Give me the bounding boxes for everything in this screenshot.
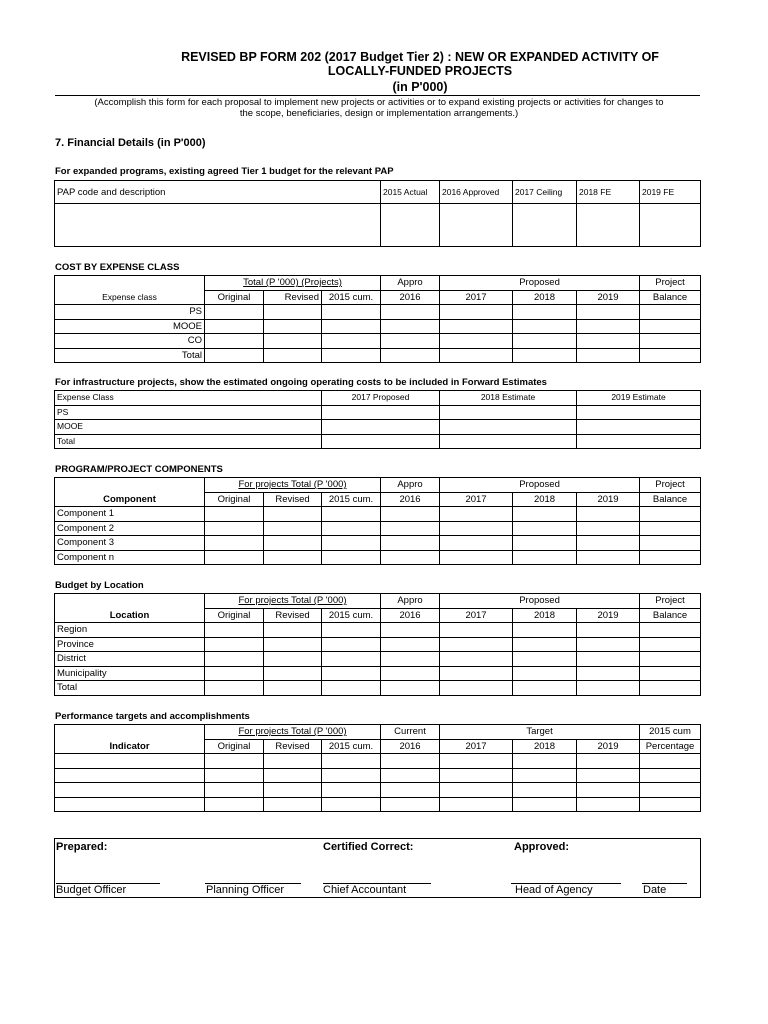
pap-header-2015-actual: 2015 Actual	[381, 181, 440, 204]
performance-cell[interactable]	[440, 754, 513, 769]
location-cell[interactable]	[640, 652, 701, 667]
infra-cell[interactable]	[440, 434, 577, 449]
date-label: Date	[643, 884, 667, 896]
infra-row-total: Total	[55, 434, 322, 449]
components-cell[interactable]	[640, 507, 701, 522]
table-row	[55, 536, 701, 551]
cost-cell[interactable]	[381, 305, 440, 320]
location-header-total: For projects Total (P '000)	[205, 594, 381, 609]
components-cell[interactable]	[577, 507, 640, 522]
pap-header-2017-ceiling: 2017 Ceiling	[513, 181, 577, 204]
location-header-location: Location	[55, 608, 205, 623]
cost-cell[interactable]	[440, 305, 513, 320]
performance-cell[interactable]	[205, 783, 264, 798]
cost-cell[interactable]	[322, 305, 381, 320]
pap-header-code: PAP code and description	[55, 181, 381, 204]
performance-cell[interactable]	[577, 797, 640, 812]
performance-cell[interactable]	[264, 754, 322, 769]
location-cell[interactable]	[322, 652, 381, 667]
location-cell[interactable]	[322, 666, 381, 681]
table-row	[55, 652, 701, 667]
cost-cell[interactable]	[440, 319, 513, 334]
location-row-region: Region	[55, 623, 205, 638]
components-cell[interactable]	[264, 521, 322, 536]
infra-cell[interactable]	[322, 434, 440, 449]
components-cell[interactable]	[205, 507, 264, 522]
pap-cell[interactable]	[640, 204, 701, 247]
form-title-line1: REVISED BP FORM 202 (2017 Budget Tier 2) : NEW OR EXPANDED ACTIVITY OF	[181, 50, 659, 64]
infra-cell[interactable]	[577, 405, 701, 420]
performance-header-total: For projects Total (P '000)	[205, 725, 381, 740]
components-cell[interactable]	[264, 550, 322, 565]
certified-label: Certified Correct:	[323, 841, 414, 853]
components-cell[interactable]	[577, 521, 640, 536]
performance-cell[interactable]	[577, 768, 640, 783]
location-cell[interactable]	[264, 666, 322, 681]
location-cell[interactable]	[513, 666, 577, 681]
components-sub-original: Original	[205, 492, 264, 507]
components-table	[54, 477, 701, 565]
cost-row-mooe: MOOE	[55, 319, 205, 334]
table-row	[55, 797, 701, 812]
performance-cell[interactable]	[264, 797, 322, 812]
location-row-district: District	[55, 652, 205, 667]
performance-cell[interactable]	[381, 797, 440, 812]
performance-cell[interactable]	[640, 783, 701, 798]
performance-sub-percentage: Percentage	[640, 739, 701, 754]
components-cell[interactable]	[381, 536, 440, 551]
performance-cell[interactable]	[513, 797, 577, 812]
performance-cell[interactable]	[513, 768, 577, 783]
components-sub-2019: 2019	[577, 492, 640, 507]
performance-cell[interactable]	[264, 768, 322, 783]
location-cell[interactable]	[205, 637, 264, 652]
location-cell[interactable]	[513, 637, 577, 652]
performance-sub-2016: 2016	[381, 739, 440, 754]
cost-cell[interactable]	[513, 305, 577, 320]
location-cell[interactable]	[322, 623, 381, 638]
components-sub-revised: Revised	[264, 492, 322, 507]
components-cell[interactable]	[640, 521, 701, 536]
components-cell[interactable]	[381, 507, 440, 522]
performance-cell[interactable]	[322, 783, 381, 798]
components-cell[interactable]	[322, 550, 381, 565]
cost-sub-2018: 2018	[513, 290, 577, 305]
components-header-proposed: Proposed	[440, 478, 640, 493]
cost-cell[interactable]	[381, 319, 440, 334]
location-cell[interactable]	[513, 652, 577, 667]
cost-header-proposed: Proposed	[440, 276, 640, 291]
components-cell[interactable]	[322, 521, 381, 536]
location-cell[interactable]	[577, 666, 640, 681]
performance-cell[interactable]	[322, 768, 381, 783]
performance-header-target: Target	[440, 725, 640, 740]
location-sub-balance: Balance	[640, 608, 701, 623]
instruction-note-line1: (Accomplish this form for each proposal to implement new projects or activities or to expand existing projects or activities for changes to	[94, 97, 664, 108]
approved-label: Approved:	[514, 841, 569, 853]
cost-header-blank	[55, 276, 205, 291]
pap-header-2016-approved: 2016 Approved	[440, 181, 513, 204]
location-cell[interactable]	[440, 681, 513, 696]
cost-cell[interactable]	[264, 334, 322, 349]
cost-header-total: Total (P '000) (Projects)	[205, 276, 381, 291]
location-cell[interactable]	[440, 637, 513, 652]
cost-sub-revised: Revised	[264, 290, 322, 305]
table-row	[55, 420, 701, 435]
components-cell[interactable]	[205, 550, 264, 565]
head-of-agency-label: Head of Agency	[515, 884, 593, 896]
location-sub-2018: 2018	[513, 608, 577, 623]
location-cell[interactable]	[381, 637, 440, 652]
performance-sub-2015cum: 2015 cum.	[322, 739, 381, 754]
performance-sub-revised: Revised	[264, 739, 322, 754]
performance-header-blank	[55, 725, 205, 740]
cost-cell[interactable]	[577, 348, 640, 363]
location-cell[interactable]	[577, 681, 640, 696]
components-row-2: Component 2	[55, 521, 205, 536]
components-cell[interactable]	[381, 550, 440, 565]
performance-sub-2019: 2019	[577, 739, 640, 754]
infra-cell[interactable]	[322, 405, 440, 420]
location-row-total: Total	[55, 681, 205, 696]
components-cell[interactable]	[440, 536, 513, 551]
components-cell[interactable]	[205, 536, 264, 551]
components-header-project: Project	[640, 478, 701, 493]
components-header-component: Component	[55, 492, 205, 507]
location-sub-2017: 2017	[440, 608, 513, 623]
table-row	[55, 507, 701, 522]
table-row	[55, 334, 701, 349]
location-cell[interactable]	[513, 623, 577, 638]
performance-cell[interactable]	[640, 754, 701, 769]
components-sub-2017: 2017	[440, 492, 513, 507]
components-cell[interactable]	[264, 507, 322, 522]
components-cell[interactable]	[264, 536, 322, 551]
table-row	[55, 319, 701, 334]
infra-row-mooe: MOOE	[55, 420, 322, 435]
location-cell[interactable]	[577, 652, 640, 667]
location-cell[interactable]	[440, 652, 513, 667]
table-row	[55, 405, 701, 420]
location-cell[interactable]	[205, 652, 264, 667]
cost-cell[interactable]	[381, 348, 440, 363]
location-cell[interactable]	[205, 666, 264, 681]
cost-cell[interactable]	[205, 319, 264, 334]
infra-table	[54, 390, 701, 449]
performance-sub-2017: 2017	[440, 739, 513, 754]
instruction-note-line2: the scope, beneficiaries, design or implementation arrangements.)	[239, 108, 519, 119]
location-cell[interactable]	[322, 681, 381, 696]
cost-table	[54, 275, 701, 363]
location-table	[54, 593, 701, 696]
cost-cell[interactable]	[640, 334, 701, 349]
location-cell[interactable]	[205, 623, 264, 638]
location-row-municipality: Municipality	[55, 666, 205, 681]
infra-cell[interactable]	[322, 420, 440, 435]
cost-row-co: CO	[55, 334, 205, 349]
cost-cell[interactable]	[577, 319, 640, 334]
pap-header-2019-fe: 2019 FE	[640, 181, 701, 204]
performance-cell[interactable]	[440, 797, 513, 812]
components-cell[interactable]	[322, 507, 381, 522]
infra-header-2017: 2017 Proposed	[322, 391, 440, 406]
performance-cell[interactable]	[577, 754, 640, 769]
performance-table	[54, 724, 701, 812]
performance-sub-2018: 2018	[513, 739, 577, 754]
infra-header-2018: 2018 Estimate	[440, 391, 577, 406]
components-cell[interactable]	[513, 521, 577, 536]
components-cell[interactable]	[513, 507, 577, 522]
components-cell[interactable]	[440, 521, 513, 536]
cost-cell[interactable]	[513, 334, 577, 349]
chief-accountant-label: Chief Accountant	[323, 884, 407, 896]
components-header-appro: Appro	[381, 478, 440, 493]
components-cell[interactable]	[513, 536, 577, 551]
performance-cell[interactable]	[264, 783, 322, 798]
location-sub-revised: Revised	[264, 608, 322, 623]
planning-officer-label: Planning Officer	[206, 884, 285, 896]
cost-cell[interactable]	[322, 319, 381, 334]
cost-cell[interactable]	[322, 334, 381, 349]
table-row	[55, 348, 701, 363]
location-cell[interactable]	[577, 623, 640, 638]
location-cell[interactable]	[640, 666, 701, 681]
cost-cell[interactable]	[513, 319, 577, 334]
components-sub-2018: 2018	[513, 492, 577, 507]
performance-header-current: Current	[381, 725, 440, 740]
components-row-3: Component 3	[55, 536, 205, 551]
components-cell[interactable]	[577, 536, 640, 551]
form-title-line3: (in P'000)	[392, 80, 448, 94]
cost-sub-balance: Balance	[640, 290, 701, 305]
performance-cell[interactable]	[55, 797, 205, 812]
components-section-label: PROGRAM/PROJECT COMPONENTS	[55, 464, 223, 475]
cost-sub-2016: 2016	[381, 290, 440, 305]
cost-cell[interactable]	[440, 334, 513, 349]
location-cell[interactable]	[322, 637, 381, 652]
components-cell[interactable]	[513, 550, 577, 565]
infra-section-label: For infrastructure projects, show the estimated ongoing operating costs to be included in Forward Estimates	[55, 377, 547, 388]
table-row	[55, 754, 701, 769]
cost-cell[interactable]	[640, 348, 701, 363]
components-cell[interactable]	[440, 550, 513, 565]
pap-table	[54, 180, 701, 247]
components-sub-2015cum: 2015 cum.	[322, 492, 381, 507]
location-cell[interactable]	[381, 652, 440, 667]
components-cell[interactable]	[205, 521, 264, 536]
components-sub-balance: Balance	[640, 492, 701, 507]
cost-sub-original: Original	[205, 290, 264, 305]
performance-cell[interactable]	[381, 754, 440, 769]
cost-cell[interactable]	[513, 348, 577, 363]
pap-cell[interactable]	[513, 204, 577, 247]
performance-cell[interactable]	[322, 754, 381, 769]
budget-officer-label: Budget Officer	[56, 884, 127, 896]
performance-section-label: Performance targets and accomplishments	[55, 711, 250, 722]
performance-header-cum: 2015 cum	[640, 725, 701, 740]
location-cell[interactable]	[381, 681, 440, 696]
cost-cell[interactable]	[264, 319, 322, 334]
components-cell[interactable]	[640, 536, 701, 551]
location-cell[interactable]	[381, 623, 440, 638]
cost-header-project: Project	[640, 276, 701, 291]
location-cell[interactable]	[264, 681, 322, 696]
cost-header-expense-class: Expense class	[55, 290, 205, 305]
cost-cell[interactable]	[205, 334, 264, 349]
cost-cell[interactable]	[264, 305, 322, 320]
performance-cell[interactable]	[440, 783, 513, 798]
table-row	[55, 768, 701, 783]
location-cell[interactable]	[577, 637, 640, 652]
location-header-proposed: Proposed	[440, 594, 640, 609]
table-row	[55, 550, 701, 565]
location-header-blank	[55, 594, 205, 609]
location-cell[interactable]	[640, 637, 701, 652]
pap-cell[interactable]	[55, 204, 381, 247]
cost-sub-2017: 2017	[440, 290, 513, 305]
location-row-province: Province	[55, 637, 205, 652]
location-cell[interactable]	[264, 623, 322, 638]
infra-cell[interactable]	[577, 434, 701, 449]
cost-cell[interactable]	[264, 348, 322, 363]
cost-row-ps: PS	[55, 305, 205, 320]
pap-section-label: For expanded programs, existing agreed Tier 1 budget for the relevant PAP	[55, 166, 394, 177]
location-cell[interactable]	[264, 637, 322, 652]
cost-cell[interactable]	[640, 305, 701, 320]
table-row	[55, 623, 701, 638]
components-row-1: Component 1	[55, 507, 205, 522]
location-cell[interactable]	[513, 681, 577, 696]
performance-cell[interactable]	[205, 797, 264, 812]
cost-sub-2019: 2019	[577, 290, 640, 305]
table-row	[55, 305, 701, 320]
location-header-appro: Appro	[381, 594, 440, 609]
table-row	[55, 434, 701, 449]
performance-cell[interactable]	[55, 768, 205, 783]
infra-cell[interactable]	[577, 420, 701, 435]
components-sub-2016: 2016	[381, 492, 440, 507]
infra-header-2019: 2019 Estimate	[577, 391, 701, 406]
infra-cell[interactable]	[440, 420, 577, 435]
performance-cell[interactable]	[205, 754, 264, 769]
location-cell[interactable]	[440, 666, 513, 681]
performance-sub-original: Original	[205, 739, 264, 754]
cost-cell[interactable]	[577, 334, 640, 349]
location-sub-2019: 2019	[577, 608, 640, 623]
table-row	[55, 681, 701, 696]
location-cell[interactable]	[264, 652, 322, 667]
location-sub-original: Original	[205, 608, 264, 623]
location-sub-2015cum: 2015 cum.	[322, 608, 381, 623]
components-cell[interactable]	[640, 550, 701, 565]
infra-row-ps: PS	[55, 405, 322, 420]
components-cell[interactable]	[322, 536, 381, 551]
performance-header-indicator: Indicator	[55, 739, 205, 754]
infra-cell[interactable]	[440, 405, 577, 420]
pap-cell[interactable]	[577, 204, 640, 247]
cost-cell[interactable]	[322, 348, 381, 363]
cost-header-appro: Appro	[381, 276, 440, 291]
performance-cell[interactable]	[55, 783, 205, 798]
performance-cell[interactable]	[640, 797, 701, 812]
performance-cell[interactable]	[205, 768, 264, 783]
prepared-label: Prepared:	[56, 841, 108, 853]
components-cell[interactable]	[577, 550, 640, 565]
cost-cell[interactable]	[640, 319, 701, 334]
cost-cell[interactable]	[381, 334, 440, 349]
performance-cell[interactable]	[513, 783, 577, 798]
location-cell[interactable]	[640, 623, 701, 638]
cost-cell[interactable]	[577, 305, 640, 320]
table-row	[55, 637, 701, 652]
table-row	[55, 521, 701, 536]
form-title-line2: LOCALLY-FUNDED PROJECTS	[327, 64, 513, 78]
components-cell[interactable]	[440, 507, 513, 522]
cost-section-label: COST BY EXPENSE CLASS	[55, 262, 180, 273]
cost-sub-2015cum: 2015 cum.	[322, 290, 381, 305]
location-cell[interactable]	[640, 681, 701, 696]
table-row	[55, 666, 701, 681]
header-divider	[55, 95, 700, 96]
cost-cell[interactable]	[205, 348, 264, 363]
location-sub-2016: 2016	[381, 608, 440, 623]
location-cell[interactable]	[381, 666, 440, 681]
location-section-label: Budget by Location	[55, 580, 144, 591]
components-header-blank	[55, 478, 205, 493]
location-cell[interactable]	[205, 681, 264, 696]
components-row-n: Component n	[55, 550, 205, 565]
table-row	[55, 783, 701, 798]
cost-cell[interactable]	[440, 348, 513, 363]
pap-cell[interactable]	[440, 204, 513, 247]
performance-cell[interactable]	[381, 783, 440, 798]
performance-cell[interactable]	[440, 768, 513, 783]
cost-cell[interactable]	[205, 305, 264, 320]
cost-row-total: Total	[55, 348, 205, 363]
pap-cell[interactable]	[381, 204, 440, 247]
performance-cell[interactable]	[322, 797, 381, 812]
location-cell[interactable]	[440, 623, 513, 638]
performance-cell[interactable]	[577, 783, 640, 798]
location-header-project: Project	[640, 594, 701, 609]
performance-cell[interactable]	[55, 754, 205, 769]
performance-cell[interactable]	[640, 768, 701, 783]
pap-header-2018-fe: 2018 FE	[577, 181, 640, 204]
infra-header-expense-class: Expense Class	[55, 391, 322, 406]
performance-cell[interactable]	[381, 768, 440, 783]
components-cell[interactable]	[381, 521, 440, 536]
components-header-total: For projects Total (P '000)	[205, 478, 381, 493]
financial-details-heading: 7. Financial Details (in P'000)	[55, 137, 206, 149]
performance-cell[interactable]	[513, 754, 577, 769]
